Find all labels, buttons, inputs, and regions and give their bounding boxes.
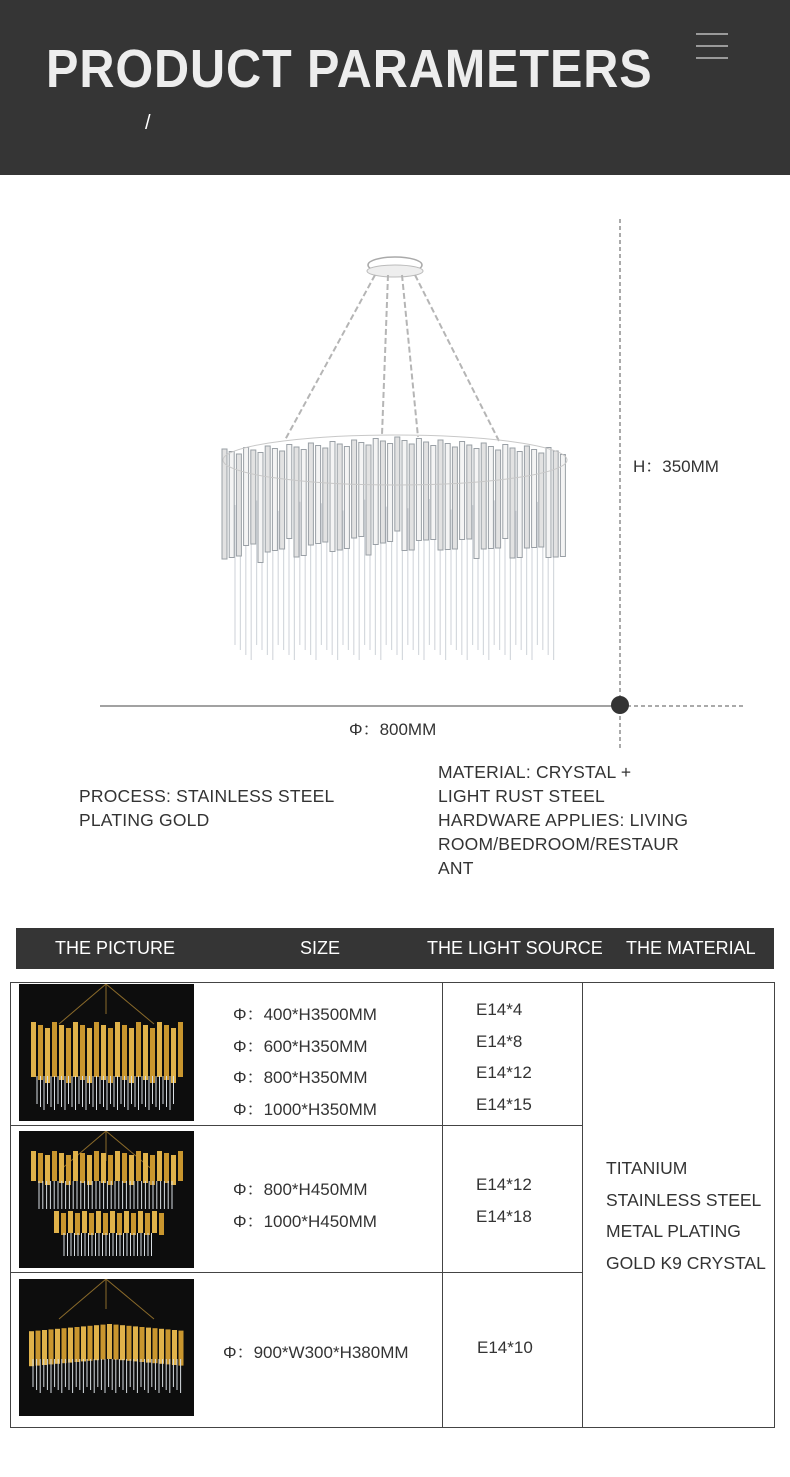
material-cell [606, 1153, 776, 1279]
column-header-material: THE MATERIAL [626, 938, 756, 958]
column-header-light-source: THE LIGHT SOURCE [427, 938, 603, 958]
size-value: Φ：800*H350MM [233, 1068, 368, 1087]
size-value: Φ：400*H3500MM [233, 1005, 377, 1024]
product-table [10, 982, 775, 1428]
material-line: METAL PLATING [606, 1221, 741, 1241]
product-thumbnail-round [19, 984, 194, 1121]
material-line: GOLD K9 CRYSTAL [606, 1252, 766, 1273]
header-divider: / [145, 112, 151, 134]
light-source-value: E14*8 [476, 1032, 523, 1051]
product-thumbnail-oval [19, 1279, 194, 1416]
table-header [16, 928, 774, 969]
light-source-value: E14*12 [476, 1175, 532, 1194]
product-thumbnail-tiered [19, 1131, 194, 1268]
height-label: H：350MM [633, 457, 719, 476]
light-source-value: E14*4 [476, 1000, 523, 1019]
material-line: STAINLESS STEEL [606, 1189, 762, 1210]
light-source-value: E14*10 [477, 1338, 533, 1357]
hardware-line: ANT [438, 858, 474, 878]
page-title: PRODUCT PARAMETERS [46, 39, 653, 99]
material-line: LIGHT RUST STEEL [438, 786, 605, 806]
material-line: MATERIAL: CRYSTAL + [438, 762, 632, 782]
size-value: Φ：900*W300*H380MM [223, 1343, 409, 1362]
light-source-value: E14*18 [476, 1207, 532, 1226]
size-value: Φ：1000*H450MM [233, 1212, 377, 1231]
material-line: TITANIUM [606, 1158, 688, 1178]
light-source-value: E14*12 [476, 1063, 532, 1082]
light-source-value: E14*15 [476, 1095, 532, 1114]
process-spec: PROCESS: STAINLESS STEEL PLATING GOLD [79, 786, 334, 830]
diameter-label: Φ：800MM [349, 720, 437, 739]
dimension-diagram [0, 175, 790, 765]
size-value: Φ：1000*H350MM [233, 1100, 377, 1119]
page-header [0, 0, 790, 175]
column-header-size: SIZE [300, 938, 341, 958]
column-header-picture: THE PICTURE [55, 938, 176, 958]
material-spec [438, 760, 698, 880]
hardware-line: ROOM/BEDROOM/RESTAUR [438, 834, 679, 854]
hardware-line: HARDWARE APPLIES: LIVING [438, 810, 689, 830]
size-value: Φ：600*H350MM [233, 1037, 368, 1056]
menu-icon[interactable] [696, 33, 728, 61]
size-value: Φ：800*H450MM [233, 1180, 368, 1199]
